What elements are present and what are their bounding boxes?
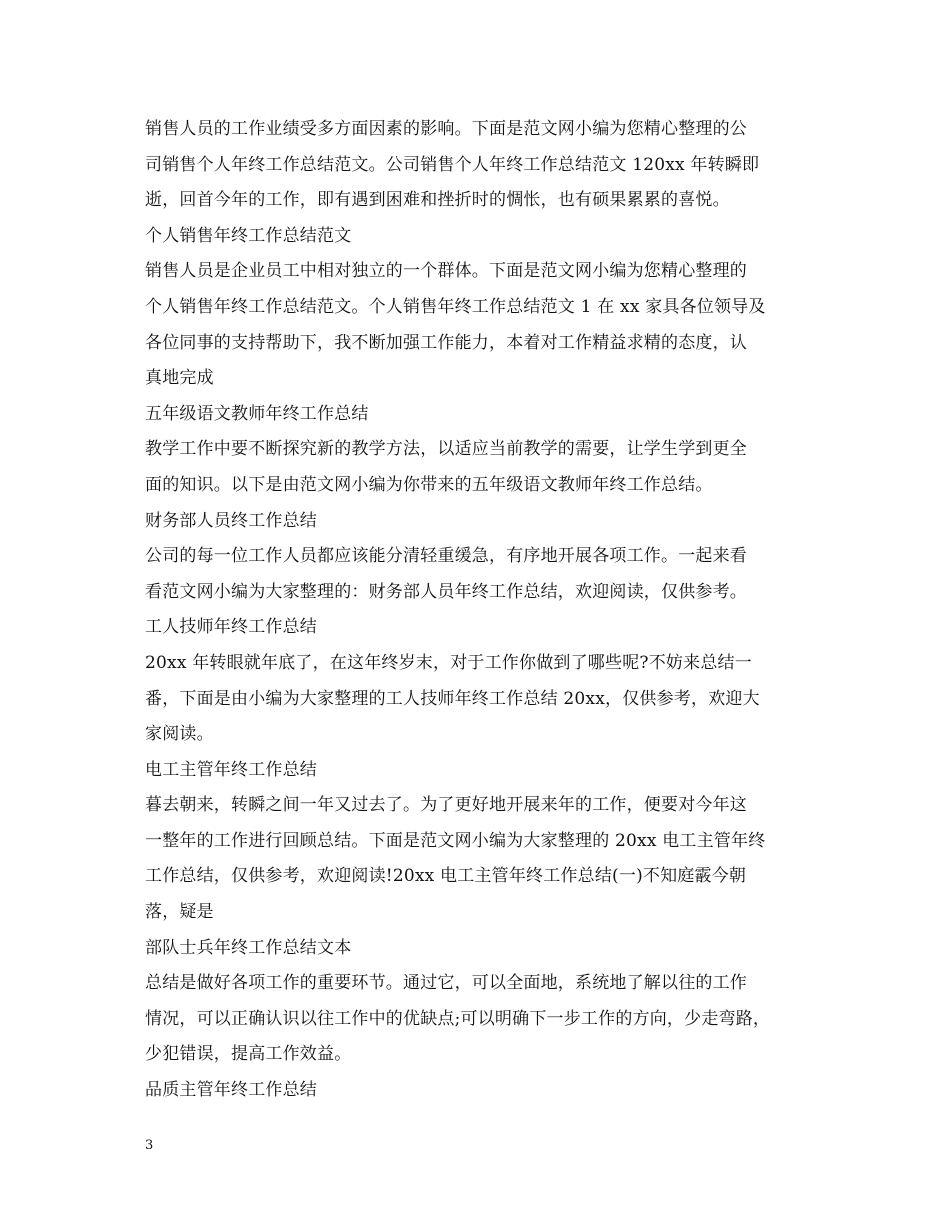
text-line: 少犯错误，提高工作效益。 xyxy=(145,1044,352,1065)
section-heading: 五年级语文教师年终工作总结 xyxy=(145,403,369,424)
text-line: 逝，回首今年的工作，即有遇到困难和挫折时的惆怅，也有硕果累累的喜悦。 xyxy=(145,190,730,211)
text-line: 情况，可以正确认识以往工作中的优缺点;可以明确下一步工作的方向，少走弯路， xyxy=(145,1008,771,1029)
text-line: 教学工作中要不断探究新的教学方法，以适应当前教学的需要，让学生学到更全 xyxy=(145,439,747,460)
text-line: 家阅读。 xyxy=(145,724,214,745)
section-heading: 部队士兵年终工作总结文本 xyxy=(145,937,352,958)
text-line: 暮去朝来，转瞬之间一年又过去了。为了更好地开展来年的工作，便要对今年这 xyxy=(145,795,747,816)
text-line: 真地完成 xyxy=(145,368,214,389)
section-heading: 工人技师年终工作总结 xyxy=(145,617,317,638)
section-heading: 电工主管年终工作总结 xyxy=(145,759,317,780)
text-line: 工作总结，仅供参考，欢迎阅读!20xx 电工主管年终工作总结(一)不知庭霰今朝 xyxy=(145,866,747,887)
text-line: 落，疑是 xyxy=(145,902,214,923)
text-line: 一整年的工作进行回顾总结。下面是范文网小编为大家整理的 20xx 电工主管年终 xyxy=(145,830,766,851)
text-line: 公司的每一位工作人员都应该能分清轻重缓急，有序地开展各项工作。一起来看 xyxy=(145,546,747,567)
text-line: 各位同事的支持帮助下，我不断加强工作能力，本着对工作精益求精的态度，认 xyxy=(145,332,747,353)
text-line: 司销售个人年终工作总结范文。公司销售个人年终工作总结范文 120xx 年转瞬即 xyxy=(145,154,760,175)
text-line: 个人销售年终工作总结范文。个人销售年终工作总结范文 1 在 xx 家具各位领导及 xyxy=(145,296,766,317)
section-heading: 财务部人员终工作总结 xyxy=(145,510,317,531)
text-line: 销售人员是企业员工中相对独立的一个群体。下面是范文网小编为您精心整理的 xyxy=(145,261,747,282)
document-body xyxy=(145,112,825,1109)
section-heading: 个人销售年终工作总结范文 xyxy=(145,225,352,246)
text-line: 番，下面是由小编为大家整理的工人技师年终工作总结 20xx，仅供参考，欢迎大 xyxy=(145,688,760,709)
text-line: 面的知识。以下是由范文网小编为你带来的五年级语文教师年终工作总结。 xyxy=(145,474,713,495)
text-line: 20xx 年转眼就年底了，在这年终岁末，对于工作你做到了哪些呢?不妨来总结一 xyxy=(145,652,752,673)
page-number: 3 xyxy=(145,1138,154,1153)
section-heading: 品质主管年终工作总结 xyxy=(145,1080,317,1101)
text-line: 看范文网小编为大家整理的：财务部人员年终工作总结，欢迎阅读，仅供参考。 xyxy=(145,581,747,602)
text-line: 总结是做好各项工作的重要环节。通过它，可以全面地，系统地了解以往的工作 xyxy=(145,973,747,994)
text-line: 销售人员的工作业绩受多方面因素的影响。下面是范文网小编为您精心整理的公 xyxy=(145,119,747,139)
